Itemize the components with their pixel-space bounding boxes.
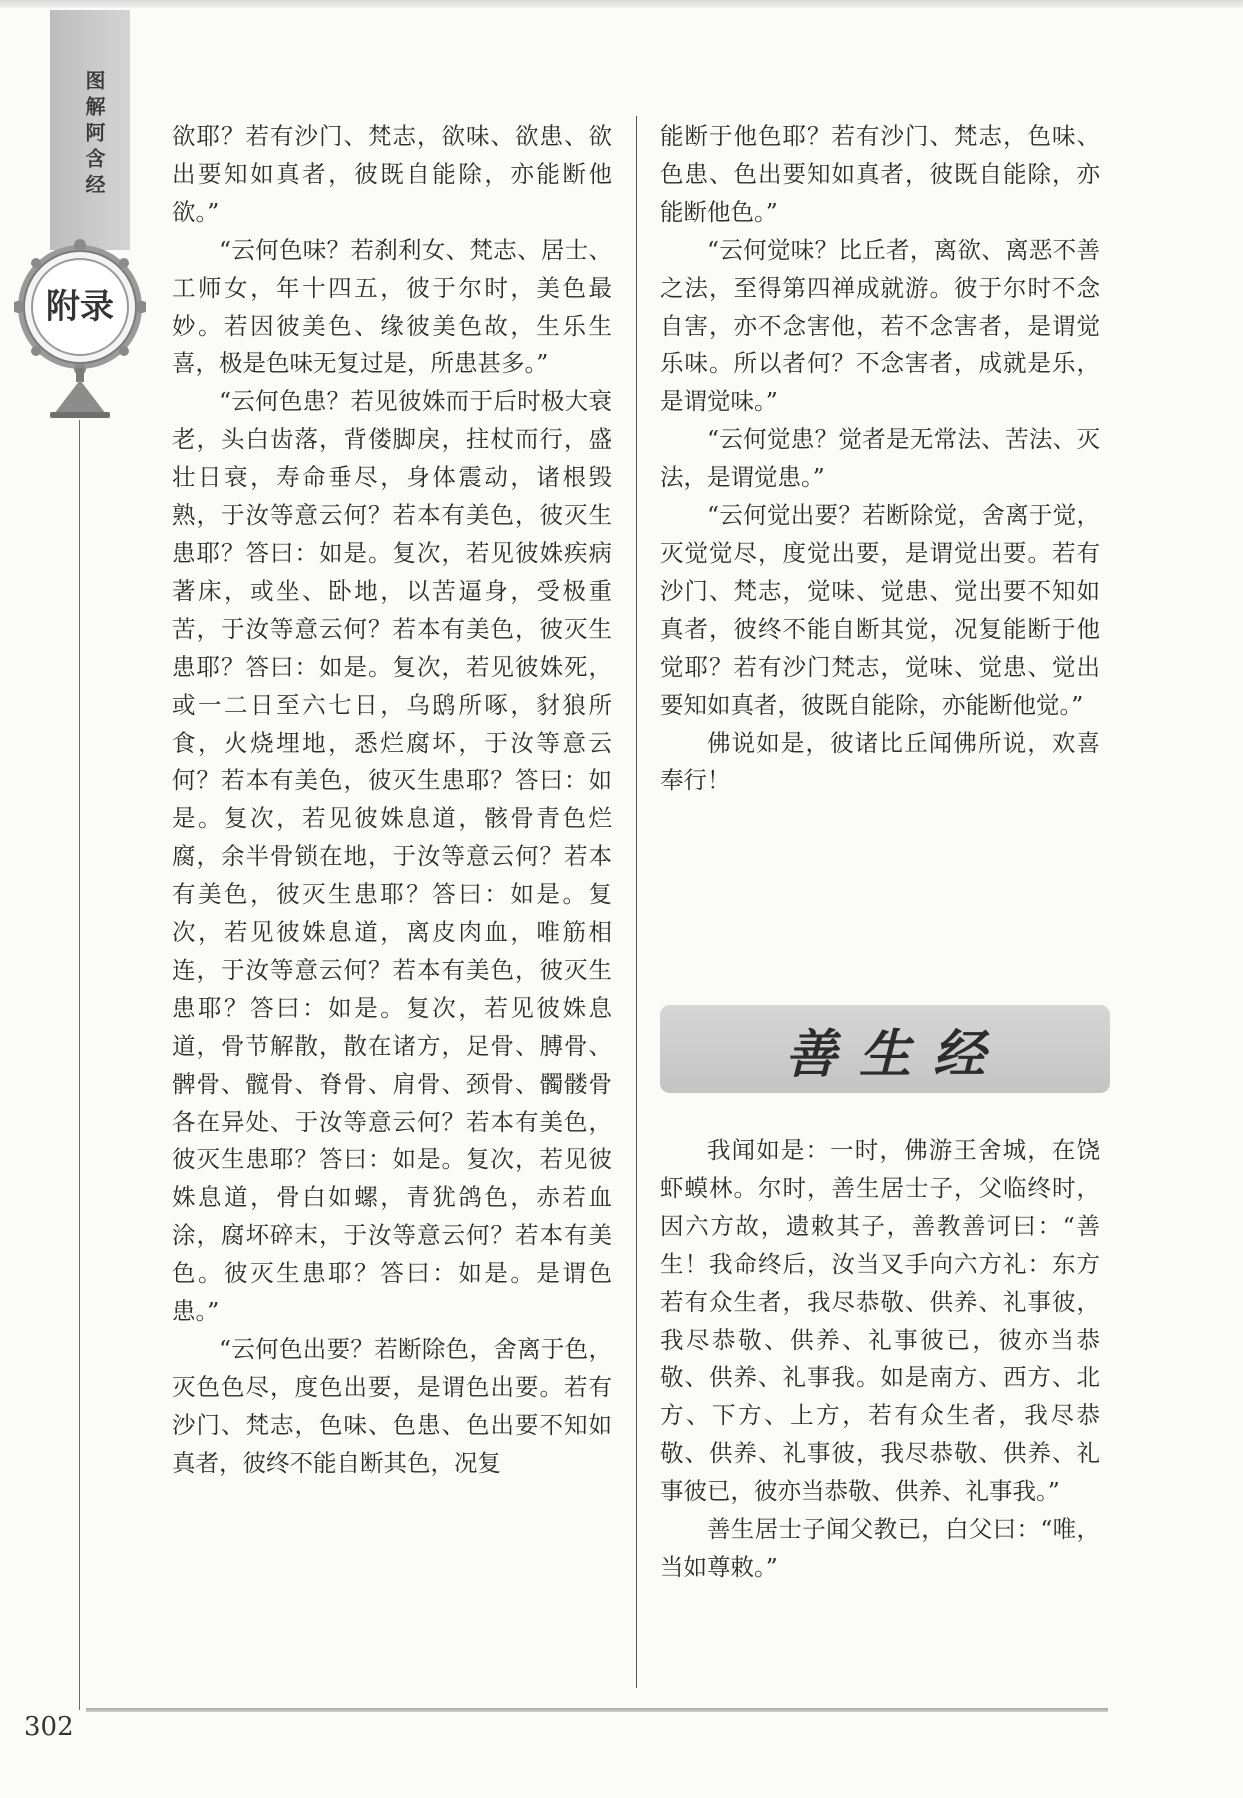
sutra-heading: 善生经 (784, 1023, 1007, 1085)
paragraph: 善生居士子闻父教已，白父曰：“唯，当如尊敕。” (660, 1515, 1100, 1581)
right-column-upper (660, 118, 1100, 800)
paragraph: “云何觉味？比丘者，离欲、离恶不善之法，至得第四禅成就游。彼于尔时不念自害，亦不念害他，若不念害者，是谓觉乐味。所以者何？不念害者，成就是乐，是谓觉味。” (660, 235, 1100, 416)
left-column (172, 118, 612, 1483)
book-title: 图解阿含经 (82, 70, 106, 200)
paragraph: 欲耶？若有沙门、梵志，欲味、欲患、欲出要知如真者，彼既自能除，亦能断他欲。” (172, 122, 612, 226)
sutra-heading-banner (660, 1005, 1110, 1093)
paragraph: 我闻如是：一时，佛游王舍城，在饶虾蟆林。尔时，善生居士子，父临终时，因六方故，遗敕其子，善教善诃曰：“善生！我命终后，汝当叉手向六方礼：东方若有众生者，我尽恭敬、供养、礼事彼，我尽恭敬、供养、礼事彼已，彼亦当恭敬、供养、礼事我。如是南方、西方、北方、下方、上方，若有众生者，我尽恭敬、供养、礼事彼，我尽恭敬、供养、礼事彼已，彼亦当恭敬、供养、礼事我。” (660, 1136, 1100, 1506)
paragraph: “云何色出要？若断除色，舍离于色，灭色色尽，度色出要，是谓色出要。若有沙门、梵志，色味、色患、色出要不知如真者，彼终不能自断其色，况复 (172, 1335, 612, 1477)
paragraph: “云何觉患？觉者是无常法、苦法、灭法，是谓觉患。” (660, 425, 1100, 492)
section-label: 附录 (46, 287, 114, 327)
paragraph: 能断于他色耶？若有沙门、梵志，色味、色患、色出要知如真者，彼既自能除，亦能断他色。” (660, 122, 1100, 226)
right-column-lower (660, 1132, 1100, 1587)
paragraph: “云何色味？若刹利女、梵志、居士、工师女，年十四五，彼于尔时，美色最妙。若因彼美色、缘彼美色故，生乐生喜，极是色味无复过是，所患甚多。” (172, 235, 612, 378)
page-top-edge (0, 0, 1243, 8)
paragraph: 佛说如是，彼诸比丘闻佛所说，欢喜奉行！ (660, 728, 1100, 795)
paragraph: “云何色患？若见彼姝而于后时极大衰老，头白齿落，背偻脚戾，拄杖而行，盛壮日衰，寿命垂尽，身体震动，诸根毁熟，于汝等意云何？若本有美色，彼灭生患耶？答曰：如是。复次，若见彼姝疾病著床，或坐、卧地，以苦逼身，受极重苦，于汝等意云何？若本有美色，彼灭生患耶？答曰：如是。复次，若见彼姝死，或一二日至六七日，乌鸱所啄，豺狼所食，火烧埋地，悉烂腐坏，于汝等意云何？若本有美色，彼灭生患耶？答曰：如是。复次，若见彼姝息道，骸骨青色烂腐，余半骨锁在地，于汝等意云何？若本有美色，彼灭生患耶？答曰：如是。复次，若见彼姝息道，离皮肉血，唯筋相连，于汝等意云何？若本有美色，彼灭生患耶？答曰：如是。复次，若见彼姝息道，骨节解散，散在诸方，足骨、膊骨、髀骨、髋骨、脊骨、肩骨、颈骨、髑髅骨各在异处、于汝等意云何？若本有美色，彼灭生患耶？答曰：如是。复次，若见彼姝息道，骨白如螺，青犹鸽色，赤若血涂，腐坏碎末，于汝等意云何？若本有美色。彼灭生患耶？答曰：如是。是谓色患。” (172, 387, 612, 1326)
paragraph: “云何觉出要？若断除觉，舍离于觉，灭觉觉尽，度觉出要，是谓觉出要。若有沙门、梵志，觉味、觉患、觉出要不知如真者，彼终不能自断其觉，况复能断于他觉耶？若有沙门梵志，觉味、觉患、觉出要知如真者，彼既自能除，亦能断他觉。” (660, 501, 1100, 719)
column-divider (636, 116, 637, 1688)
side-rule (79, 420, 80, 1710)
page-number: 302 (24, 1712, 74, 1742)
footer-rule (86, 1708, 1108, 1712)
